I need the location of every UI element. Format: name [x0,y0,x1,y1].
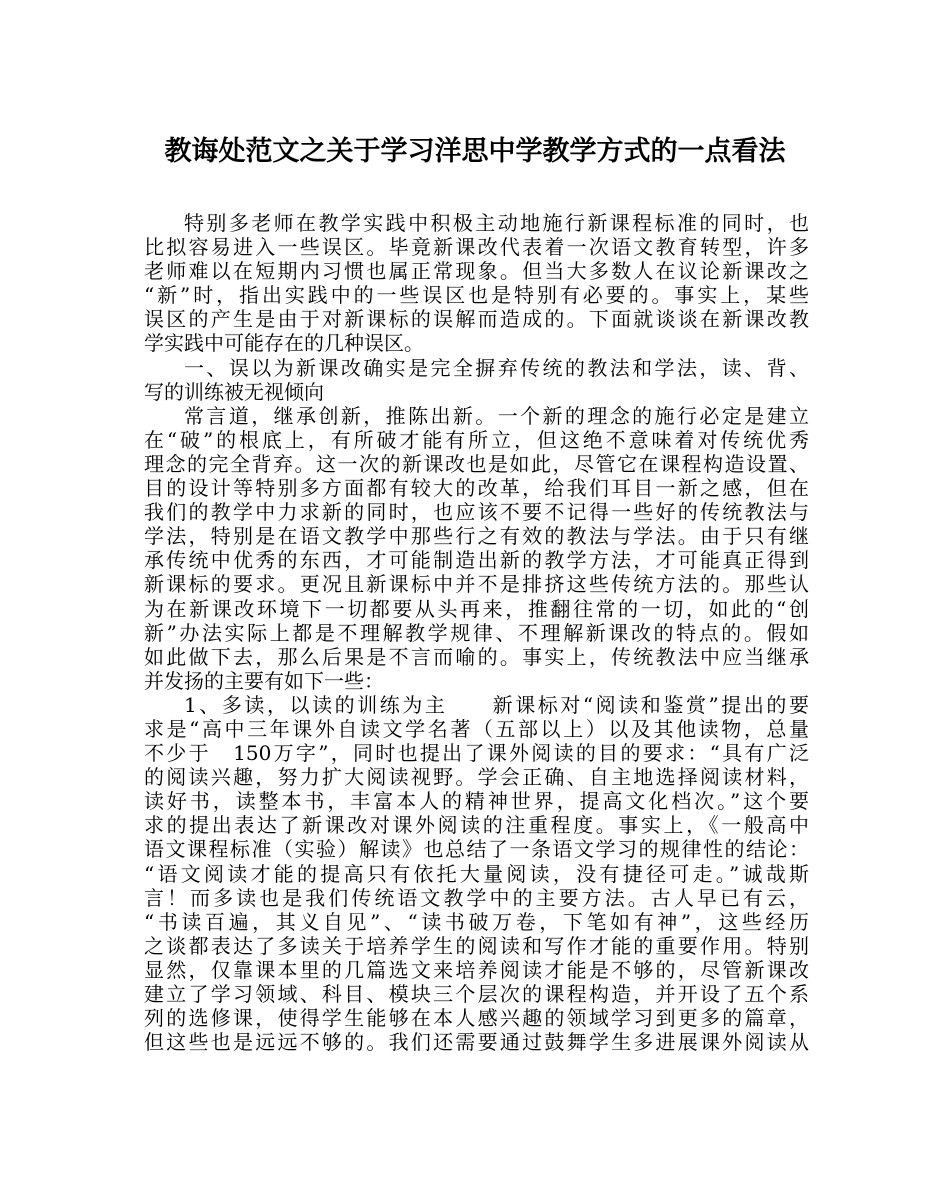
body-line: 写的训练被无视倾向 [144,379,324,404]
body-line: 的阅读兴趣，努力扩大阅读视野。学会正确、自主地选择阅读材料， [144,765,809,790]
body-line: 老师难以在短期内习惯也属正常现象。但当大多数人在议论新课改之 [144,259,809,284]
body-line: “语文阅读才能的提高只有依托大量阅读，没有捷径可走。”诚哉斯 [144,861,809,886]
document-body [144,211,809,1054]
body-line: 语文课程标准（实验）解读》也总结了一条语文学习的规律性的结论： [144,837,809,862]
body-line: 但这些也是远远不够的。我们还需要通过鼓舞学生多进展课外阅读从 [144,1030,809,1055]
body-line: 比拟容易进入一些误区。毕竟新课改代表着一次语文教育转型，许多 [144,235,809,260]
body-line: 并发扬的主要有如下一些： [144,668,384,693]
body-line: “书读百遍，其义自见”、“读书破万卷，下笔如有神”，这些经历 [144,909,809,934]
body-line: 理念的完全背弃。这一次的新课改也是如此，尽管它在课程构造设置、 [144,451,809,476]
body-line: 求是“高中三年课外自读文学名著（五部以上）以及其他读物，总量 [144,716,809,741]
body-line: 言！而多读也是我们传统语文教学中的主要方法。古人早已有云， [144,885,809,910]
body-line: 特别多老师在教学实践中积极主动地施行新课程标准的同时，也 [184,211,809,235]
body-line: 为在新课改环境下一切都要从头再来，推翻往常的一切，如此的“创 [144,596,809,621]
body-line: “新”时，指出实践中的一些误区也是特别有必要的。事实上，某些 [144,283,809,308]
body-line: 读好书，读整本书，丰富本人的精神世界，提高文化档次。”这个要 [144,789,809,814]
body-line: 一、误以为新课改确实是完全摒弃传统的教法和学法，读、背、 [184,355,809,380]
body-line: 误区的产生是由于对新课标的误解而造成的。下面就谈谈在新课改教 [144,307,809,332]
body-line: 不少于 150万字”，同时也提出了课外阅读的目的要求：“具有广泛 [144,741,809,766]
body-line: 我们的教学中力求新的同时，也应该不要不记得一些好的传统教法与 [144,500,809,525]
document-title: 教诲处范文之关于学习洋思中学教学方式的一点看法 [164,136,786,167]
body-line: 求的提出表达了新课改对课外阅读的注重程度。事实上，《一般高中 [144,813,809,838]
body-line: 新课标的要求。更况且新课标中并不是排挤这些传统方法的。那些认 [144,572,809,597]
body-line: 常言道，继承创新，推陈出新。一个新的理念的施行必定是建立 [184,403,809,428]
body-line: 列的选修课，使得学生能够在本人感兴趣的领域学习到更多的篇章， [144,1006,809,1031]
body-line: 建立了学习领域、科目、模块三个层次的课程构造，并开设了五个系 [144,982,809,1006]
body-line: 学实践中可能存在的几种误区。 [144,331,424,356]
body-line: 在“破”的根底上，有所破才能有所立，但这绝不意味着对传统优秀 [144,427,809,452]
body-line: 学法，特别是在语文教学中那些行之有效的教法与学法。由于只有继 [144,524,809,549]
body-line: 如此做下去，那么后果是不言而喻的。事实上，传统教法中应当继承 [144,644,809,669]
body-line: 目的设计等特别多方面都有较大的改革，给我们耳目一新之感，但在 [144,476,809,501]
body-line: 承传统中优秀的东西，才可能制造出新的教学方法，才可能真正得到 [144,548,809,573]
body-line: 1、多读，以读的训练为主 新课标对“阅读和鉴赏”提出的要 [184,692,809,717]
body-line: 显然，仅靠课本里的几篇选文来培养阅读才能是不够的，尽管新课改 [144,957,809,982]
body-line: 之谈都表达了多读关于培养学生的阅读和写作才能的重要作用。特别 [144,933,809,958]
body-line: 新”办法实际上都是不理解教学规律、不理解新课改的特点的。假如 [144,620,809,645]
